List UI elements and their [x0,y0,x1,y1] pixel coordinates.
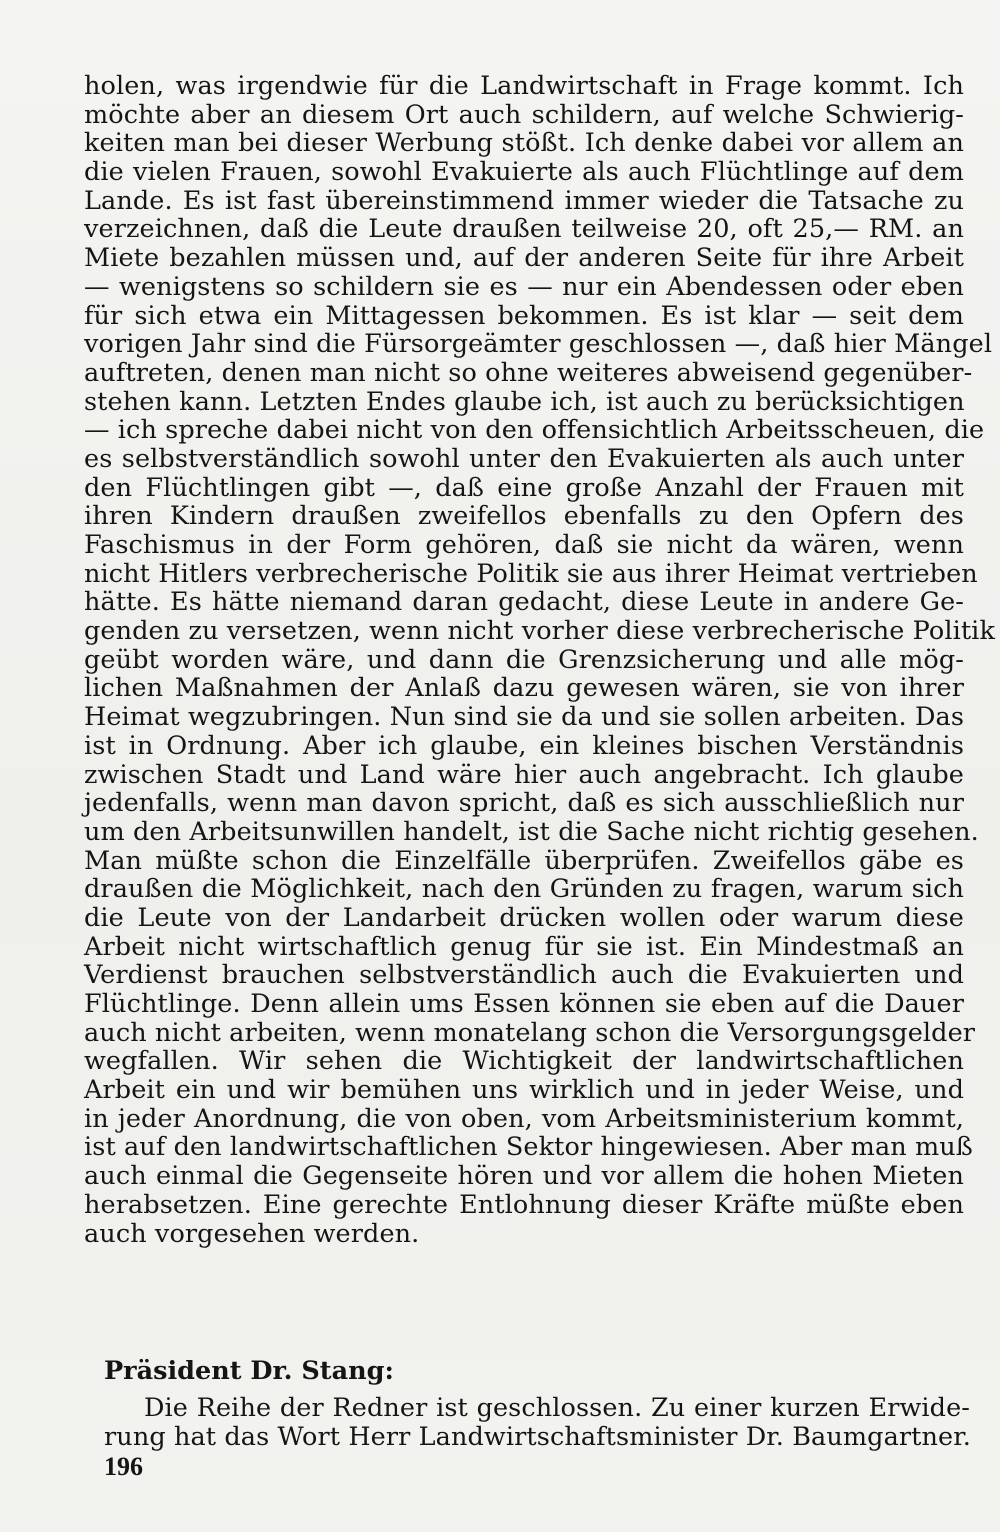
body-line: zwischen Stadt und Land wäre hier auch angebracht. Ich glaube [84,759,964,790]
body-line: um den Arbeitsunwillen handelt, ist die Sache nicht richtig gesehen. [84,816,979,847]
body-line: hätte. Es hätte niemand daran gedacht, diese Leute in andere Ge- [84,587,964,618]
body-line: Lande. Es ist fast übereinstimmend immer wieder die Tatsache zu [84,185,964,216]
body-line: möchte aber an diesem Ort auch schildern, auf welche Schwierig- [84,99,964,130]
body-line: geübt worden wäre, und dann die Grenzsicherung und alle mög- [84,644,964,675]
body-line: Faschismus in der Form gehören, daß sie nicht da wären, wenn [84,530,964,560]
body-line: auch vorgesehen werden. [84,1218,420,1249]
body-line: wegfallen. Wir sehen die Wichtigkeit der landwirtschaftlichen [84,1046,964,1077]
body-line: vorigen Jahr sind die Fürsorgeämter geschlossen —, daß hier Mängel [84,329,993,360]
closing-line: Die Reihe der Redner ist geschlossen. Zu einer kurzen Erwide- [144,1393,970,1423]
body-line: ist in Ordnung. Aber ich glaube, ein kleines bischen Verständnis [84,730,964,761]
body-line: auftreten, denen man nicht so ohne weiteres abweisend gegenüber- [84,357,973,388]
closing-paragraph [104,1394,970,1451]
body-line: den Flüchtlingen gibt —, daß eine große Anzahl der Frauen mit [84,472,964,503]
body-line: es selbstverständlich sowohl unter den Evakuierten als auch unter [84,443,964,474]
body-line: die Leute von der Landarbeit drücken wollen oder warum diese [84,902,964,933]
body-line: genden zu versetzen, wenn nicht vorher diese verbrecherische Politik [84,616,995,647]
body-line: stehen kann. Letzten Endes glaube ich, ist auch zu berücksichtigen [84,386,965,417]
body-line: keiten man bei dieser Werbung stößt. Ich denke dabei vor allem an [84,128,964,159]
body-line: ist auf den landwirtschaftlichen Sektor hingewiesen. Aber man muß [84,1132,973,1163]
body-line: auch nicht arbeiten, wenn monatelang schon die Versorgungsgelder [84,1017,976,1048]
page-number: 196 [104,1452,143,1481]
speaker-heading: Präsident Dr. Stang: [104,1356,394,1386]
body-line: Arbeit ein und wir bemühen uns wirklich und in jeder Weise, und [84,1075,964,1106]
body-line: holen, was irgendwie für die Landwirtschaft in Frage kommt. Ich [84,71,964,101]
body-line: die vielen Frauen, sowohl Evakuierte als auch Flüchtlinge auf dem [84,157,964,188]
body-line: Miete bezahlen müssen und, auf der anderen Seite für ihre Arbeit [84,243,964,274]
body-line: für sich etwa ein Mittagessen bekommen. Es ist klar — seit dem [84,300,964,331]
body-line: Flüchtlinge. Denn allein ums Essen können sie eben auf die Dauer [84,989,964,1019]
body-line: in jeder Anordnung, die von oben, vom Arbeitsministerium kommt, [84,1103,964,1134]
body-line: ihren Kindern draußen zweifellos ebenfalls zu den Opfern des [84,501,964,532]
body-line: draußen die Möglichkeit, nach den Gründen zu fragen, warum sich [84,874,964,905]
body-line: — wenigstens so schildern sie es — nur ein Abendessen oder eben [84,271,964,302]
body-line: jedenfalls, wenn man davon spricht, daß es sich ausschließlich nur [84,788,964,819]
body-line: Heimat wegzubringen. Nun sind sie da und sie sollen arbeiten. Das [84,702,964,733]
body-line: lichen Maßnahmen der Anlaß dazu gewesen wären, sie von ihrer [84,673,964,704]
body-line: Verdienst brauchen selbstverständlich auch die Evakuierten und [84,960,964,991]
body-line: herabsetzen. Eine gerechte Entlohnung dieser Kräfte müßte eben [84,1189,964,1220]
body-line: auch einmal die Gegenseite hören und vor allem die hohen Mieten [84,1161,964,1192]
body-line: nicht Hitlers verbrecherische Politik sie aus ihrer Heimat vertrieben [84,558,978,589]
body-line: Arbeit nicht wirtschaftlich genug für sie ist. Ein Mindestmaß an [84,931,964,962]
body-line: verzeichnen, daß die Leute draußen teilweise 20, oft 25,— RM. an [84,214,964,245]
body-line: Man müßte schon die Einzelfälle überprüfen. Zweifellos gäbe es [84,845,964,876]
body-line: — ich spreche dabei nicht von den offensichtlich Arbeitsscheuen, die [84,415,985,446]
closing-line: rung hat das Wort Herr Landwirtschaftsminister Dr. Baumgartner. [104,1421,971,1452]
main-paragraph [84,71,995,1249]
